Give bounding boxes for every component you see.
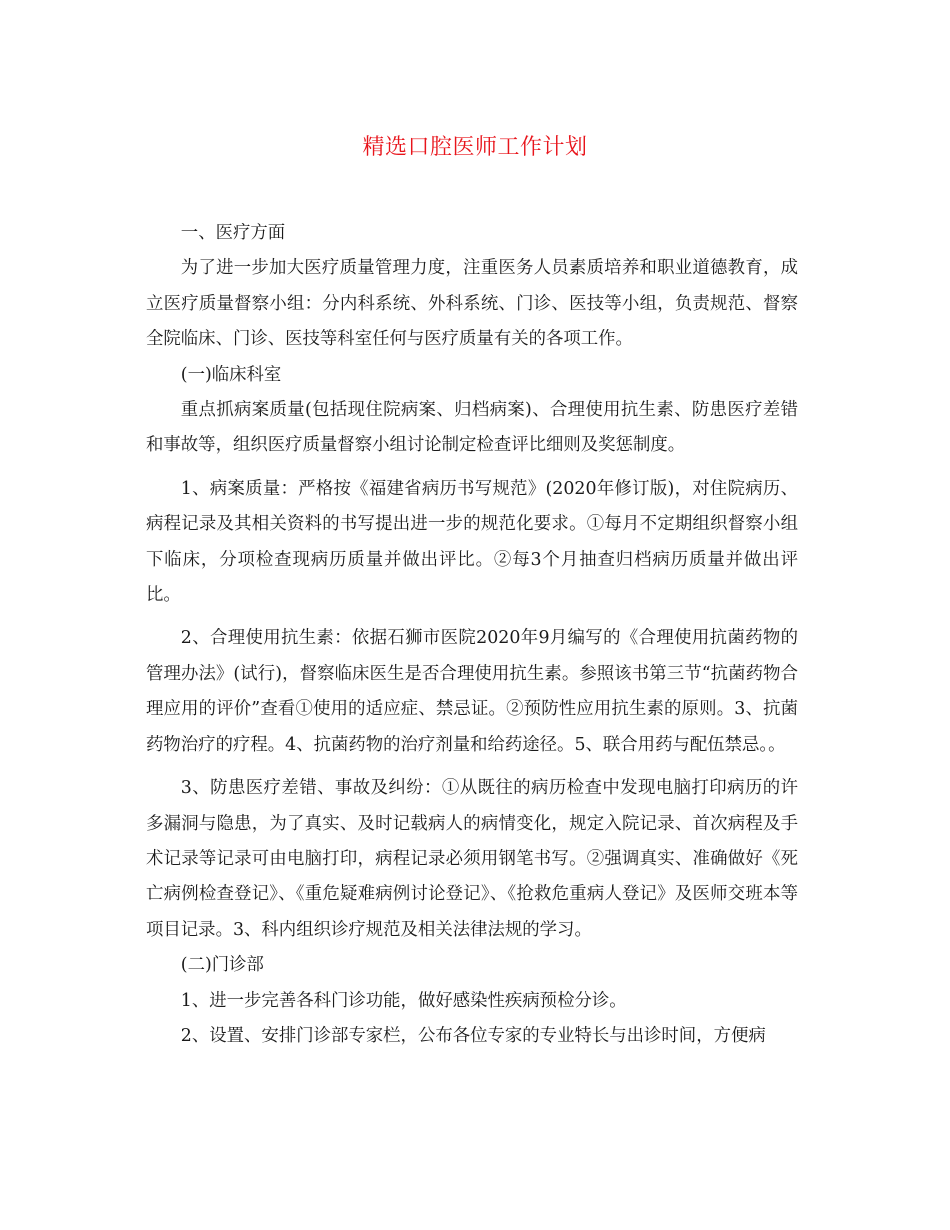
section-heading-medical: 一、医疗方面 [180, 223, 286, 243]
paragraph-case-quality: 1、病案质量：严格按《福建省病历书写规范》(2020年修订版)，对住院病历、病程记录及其相关资料的书写提出进一步的规范化要求。①每月不定期组织督察小组下临床，分项检查现病历质量并做出评比。②每3个月抽查归档病历质量并做出评比。 [146, 478, 798, 606]
paragraph-antibiotics: 2、合理使用抗生素：依据石狮市医院2020年9月编写的《合理使用抗菌药物的管理办法》(试行)，督察临床医生是否合理使用抗生素。参照该书第三节“抗菌药物合理应用的评价”查看①使用的适应症、禁忌证。②预防性应用抗生素的原则。3、抗菌药物治疗的疗程。4、抗菌药物的治疗剂量和给药途径。5、联合用药与配伍禁忌。。 [146, 628, 798, 755]
document-title: 精选口腔医师工作计划 [362, 135, 588, 160]
subsection-heading-outpatient: (二)门诊部 [180, 955, 264, 976]
paragraph-error-prevention: 3、防患医疗差错、事故及纠纷：①从既往的病历检查中发现电脑打印病历的许多漏洞与隐患，为了真实、及时记载病人的病情变化，规定入院记录、首次病程及手术记录等记录可由电脑打印，病程记录必须用钢笔书写。②强调真实、准确做好《死亡病例检查登记》、《重危疑难病例讨论登记》、《抢救危重病人登记》及医师交班本等项目记录。3、科内组织诊疗规范及相关法律法规的学习。 [146, 778, 798, 940]
paragraph-clinical-focus: 重点抓病案质量(包括现住院病案、归档病案)、合理使用抗生素、防患医疗差错和事故等，组织医疗质量督察小组讨论制定检查评比细则及奖惩制度。 [146, 400, 798, 456]
paragraph-outpatient-2: 2、设置、安排门诊部专家栏，公布各位专家的专业特长与出诊时间，方便病 [180, 1025, 766, 1046]
paragraph-outpatient-1: 1、进一步完善各科门诊功能，做好感染性疾病预检分诊。 [180, 990, 627, 1011]
subsection-heading-clinical: (一)临床科室 [180, 364, 282, 385]
paragraph-intro: 为了进一步加大医疗质量管理力度，注重医务人员素质培养和职业道德教育，成立医疗质量督察小组：分内科系统、外科系统、门诊、医技等小组，负责规范、督察全院临床、门诊、医技等科室任何与医疗质量有关的各项工作。 [146, 258, 798, 350]
document-body [146, 216, 798, 1054]
